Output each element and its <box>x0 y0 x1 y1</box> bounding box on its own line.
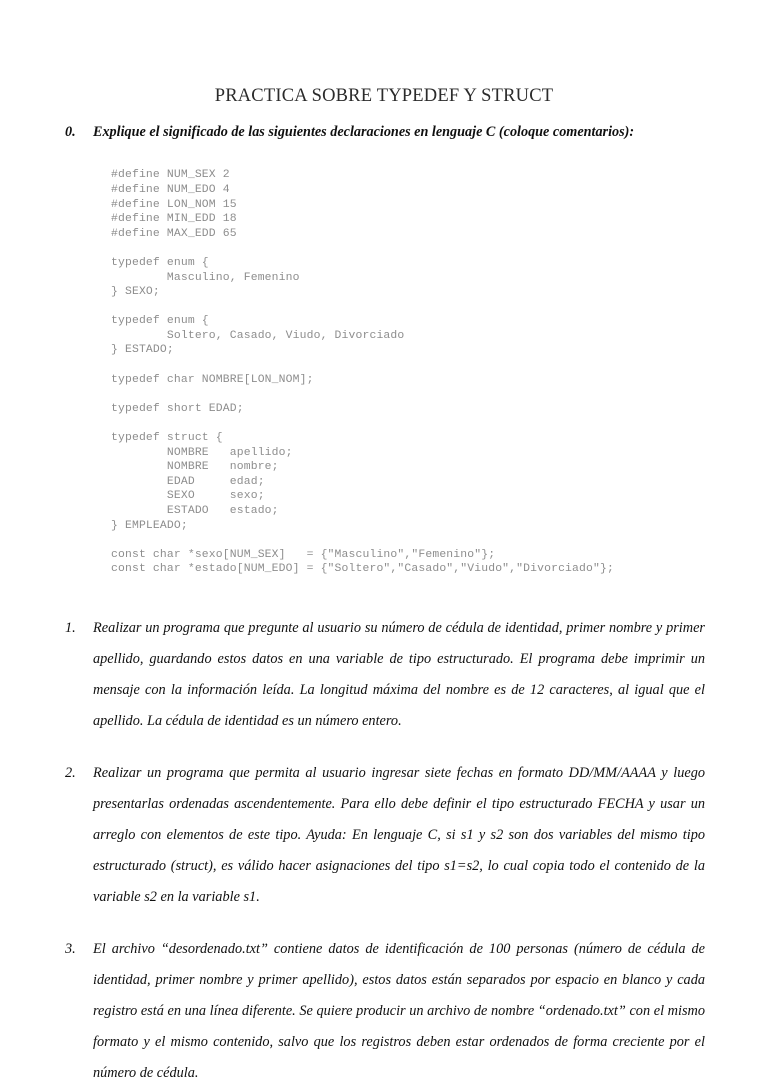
code-line: } SEXO; <box>111 286 160 299</box>
code-line: typedef struct { <box>111 432 223 445</box>
code-line: typedef enum { <box>111 315 209 328</box>
list-item-2-text: Realizar un programa que permita al usuario ingresar siete fechas en formato DD/MM/AAAA y luego presentarlas ordenadas ascendentemente. Para ello debe definir el tipo estructurado FECHA y usar un arreglo con elementos de este tipo. Ayuda: En lenguaje C, si s1 y s2 son dos variables del mismo tipo estructurado (struct), es válido hacer asignaciones del tipo s1=s2, lo cual copia todo el contenido de la variable s2 en la variable s1. <box>93 764 705 905</box>
code-blank-line <box>111 300 768 315</box>
code-line: const char *estado[NUM_EDO] = {"Soltero","Casado","Viudo","Divorciado"}; <box>111 563 614 576</box>
exercise-list <box>0 122 768 1089</box>
code-line: Masculino, Femenino <box>111 271 300 284</box>
code-blank-line <box>111 533 768 548</box>
code-blank-line <box>111 387 768 402</box>
list-item-0 <box>0 122 768 142</box>
code-line: #define NUM_EDO 4 <box>111 183 230 196</box>
list-item-0-text: Explique el significado de las siguientes declaraciones en lenguaje C (coloque comentarios): <box>93 124 635 141</box>
code-line: #define LON_NOM 15 <box>111 198 237 211</box>
code-line: #define MAX_EDD 65 <box>111 227 237 240</box>
page-title: PRACTICA SOBRE TYPEDEF Y STRUCT <box>214 86 554 106</box>
code-blank-line <box>111 358 768 373</box>
code-line: #define MIN_EDD 18 <box>111 213 237 226</box>
list-item-1 <box>0 613 768 737</box>
code-blank-line <box>111 241 768 256</box>
code-line: typedef enum { <box>111 256 209 269</box>
code-line: typedef short EDAD; <box>111 402 244 415</box>
list-item-1-text: Realizar un programa que pregunte al usuario su número de cédula de identidad, primer nombre y primer apellido, guardando estos datos en una variable de tipo estructurado. El programa debe imprimir un mensaje con la información leída. La longitud máxima del nombre es de 12 caracteres, al igual que el apellido. La cédula de identidad es un número entero. <box>93 619 705 729</box>
list-item-2 <box>0 758 768 913</box>
code-line: typedef char NOMBRE[LON_NOM]; <box>111 373 314 386</box>
code-line: const char *sexo[NUM_SEX] = {"Masculino","Femenino"}; <box>111 548 496 561</box>
list-item-3-text: El archivo “desordenado.txt” contiene datos de identificación de 100 personas (número de cédula de identidad, primer nombre y primer apellido), estos datos están separados por espacio en blanco y cada registro está en una línea diferente. Se quiere producir un archivo de nombre “ordenado.txt” con el mismo formato y el mismo contenido, salvo que los registros deben estar ordenados de forma creciente por el número de cédula. <box>93 940 705 1081</box>
list-item-3-marker: 3. <box>65 940 76 957</box>
list-item-3 <box>0 934 768 1089</box>
code-line: EDAD edad; <box>111 475 265 488</box>
code-line: NOMBRE nombre; <box>111 461 279 474</box>
code-line: } ESTADO; <box>111 344 174 357</box>
list-item-1-marker: 1. <box>65 619 76 636</box>
code-line: ESTADO estado; <box>111 505 279 517</box>
code-blank-line <box>111 416 768 431</box>
code-line: NOMBRE apellido; <box>111 446 293 459</box>
list-item-0-marker: 0. <box>65 124 76 141</box>
list-item-2-marker: 2. <box>65 764 76 781</box>
code-line: Soltero, Casado, Viudo, Divorciado <box>111 329 405 342</box>
code-line: #define NUM_SEX 2 <box>111 169 230 182</box>
code-block-typedef-declarations <box>0 142 768 577</box>
code-line: } EMPLEADO; <box>111 519 188 532</box>
code-line: SEXO sexo; <box>111 490 265 503</box>
